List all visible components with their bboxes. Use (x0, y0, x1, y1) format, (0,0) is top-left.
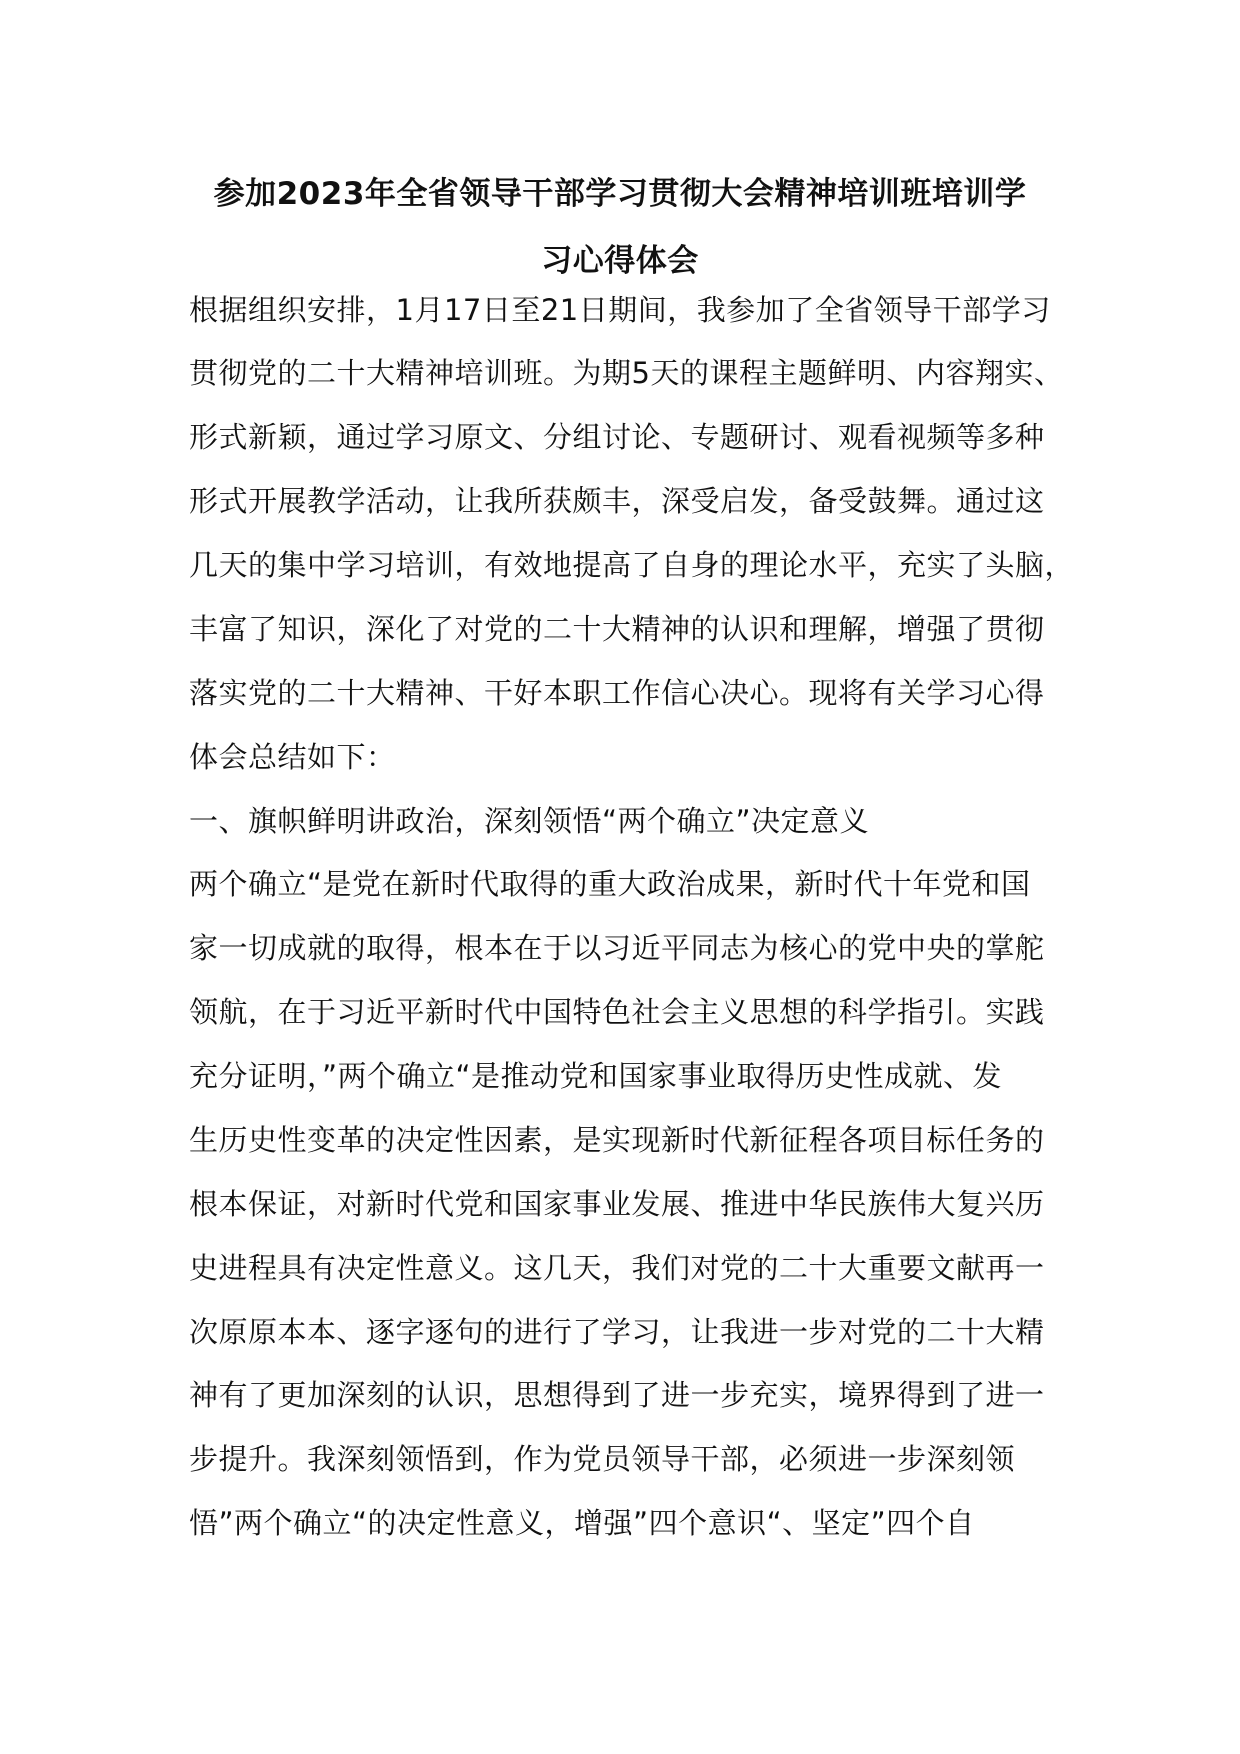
body-line: 贯彻党的二十大精神培训班。为期5天的课程主题鲜明、内容翔实、 (189, 356, 1064, 390)
body-line: 形式开展教学活动，让我所获颇丰，深受启发，备受鼓舞。通过这 (189, 484, 1045, 518)
body-line: 落实党的二十大精神、干好本职工作信心决心。现将有关学习心得 (189, 676, 1045, 710)
body-line: 生历史性变革的决定性因素，是实现新时代新征程各项目标任务的 (189, 1123, 1045, 1157)
body-line: 次原原本本、逐字逐句的进行了学习，让我进一步对党的二十大精 (189, 1315, 1045, 1349)
body-line: 步提升。我深刻领悟到，作为党员领导干部，必须进一步深刻领 (189, 1442, 1016, 1476)
body-line: 悟”两个确立“的决定性意义，增强”四个意识“、坚定”四个自 (189, 1506, 975, 1540)
body-line: 根本保证，对新时代党和国家事业发展、推进中华民族伟大复兴历 (189, 1187, 1045, 1221)
body-line: 家一切成就的取得，根本在于以习近平同志为核心的党中央的掌舵 (189, 931, 1045, 965)
body-line: 丰富了知识，深化了对党的二十大精神的认识和理解，增强了贯彻 (189, 612, 1045, 646)
section-heading: 一、旗帜鲜明讲政治，深刻领悟“两个确立”决定意义 (189, 804, 870, 838)
body-line: 根据组织安排，1月17日至21日期间，我参加了全省领导干部学习 (189, 293, 1051, 327)
body-line: 神有了更加深刻的认识，思想得到了进一步充实，境界得到了进一 (189, 1378, 1045, 1412)
body-line: 几天的集中学习培训，有效地提高了自身的理论水平，充实了头脑， (189, 548, 1075, 582)
body-line: 形式新颖，通过学习原文、分组讨论、专题研讨、观看视频等多种 (189, 420, 1045, 454)
body-line: 领航，在于习近平新时代中国特色社会主义思想的科学指引。实践 (189, 995, 1045, 1029)
document-title-line-1: 参加2023年全省领导干部学习贯彻大会精神培训班培训学 (213, 176, 1027, 212)
document-title-line-2: 习心得体会 (541, 243, 699, 279)
body-line: 体会总结如下： (189, 740, 396, 774)
body-line: 两个确立“是党在新时代取得的重大政治成果，新时代十年党和国 (189, 867, 1031, 901)
body-line: 充分证明，”两个确立“是推动党和国家事业取得历史性成就、发 (189, 1059, 1003, 1093)
body-line: 史进程具有决定性意义。这几天，我们对党的二十大重要文献再一 (189, 1251, 1045, 1285)
